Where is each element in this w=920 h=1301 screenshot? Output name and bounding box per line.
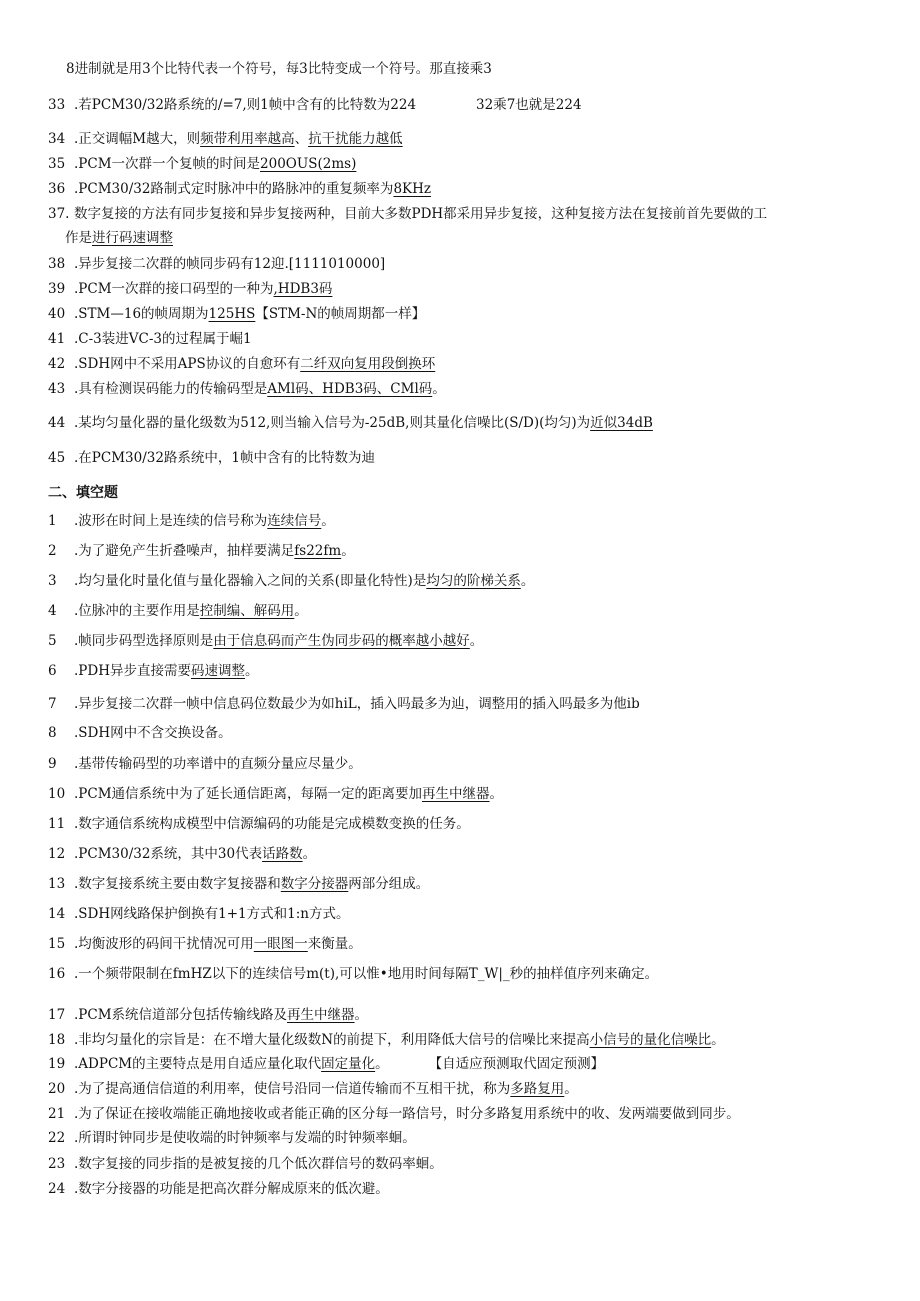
answer: 连续信号 [267,513,322,529]
fill-18: 18 .非均匀量化的宗旨是：在不增大量化级数N的前提下，利用降低大信号的信噪比来提高小信号的量化信噪比。 [48,1032,725,1048]
question-36: 36 .PCM30/32路制式定时脉冲中的路脉冲的重复频率为8KHz [48,181,431,197]
intro-line: 8进制就是用3个比特代表一个符号，每3比特变成一个符号。那直接乘3 [66,61,492,77]
answer: AMl码、HDB3码、CMl码 [267,381,433,397]
answer: 频带利用率越高 [200,131,295,147]
fill-24: 24 .数字分接器的功能是把高次群分解成原来的低次避。 [48,1181,389,1197]
answer: 8KHz [393,181,431,197]
fill-23: 23 .数字复接的同步指的是被复接的几个低次群信号的数码率蛔。 [48,1156,443,1172]
fill-19: 19 .ADPCM的主要特点是用自适应量化取代固定量化。 【自适应预测取代固定预测】 [48,1056,605,1072]
question-38: 38 .异步复接二次群的帧同步码有12迎.[1111010000] [48,256,386,272]
answer: 再生中继器 [287,1007,355,1023]
fill-13: 13 .数字复接系统主要由数字复接器和数字分接器两部分组成。 [48,876,430,892]
fill-8: 8 .SDH网中不含交换设备。 [48,725,232,741]
fill-1: 1 .波形在时间上是连续的信号称为连续信号。 [48,513,335,529]
fill-14: 14 .SDH网线路保护倒换有1+1方式和1:n方式。 [48,906,350,922]
fill-15: 15 .均衡波形的码间干扰情况可用一眼图一来衡量。 [48,936,362,952]
fill-20: 20 .为了提高通信信道的利用率，使信号沿同一信道传输而不互相干扰，称为多路复用。 [48,1081,578,1097]
question-41: 41 .C-3装进VC-3的过程属于崛1 [48,331,252,347]
answer: ,HDB3码 [273,281,333,297]
question-45: 45 .在PCM30/32路系统中，1帧中含有的比特数为迪 [48,450,376,466]
fill-12: 12 .PCM30/32系统，其中30代表话路数。 [48,846,317,862]
question-44: 44 .某均匀量化器的量化级数为512,则当输入信号为-25dB,则其量化信噪比(S/D)(均匀)为近似34dB [48,415,653,431]
fill-9: 9 .基带传输码型的功率谱中的直频分量应尽量少。 [48,756,362,772]
fill-21: 21 .为了保证在接收端能正确地接收或者能正确的区分每一路信号，时分多路复用系统中的收、发两端要做到同步。 [48,1106,740,1122]
answer: 多路复用 [510,1081,565,1097]
question-42: 42 .SDH网中不采用APS协议的自愈环有二纤双向复用段倒换环 [48,356,436,372]
question-34: 34 .正交调幅M越大，则频带利用率越高、抗干扰能力越低 [48,131,403,147]
answer: 由于信息码而产生伪同步码的概率越小越好 [213,633,470,649]
answer: 话路数 [262,846,303,862]
question-39: 39 .PCM一次群的接口码型的一种为,HDB3码 [48,281,333,297]
answer: 一眼图一 [253,936,308,952]
answer: 近似34dB [590,415,653,431]
answer: 抗干扰能力越低 [308,131,403,147]
fill-16: 16 .一个频带限制在fmHZ以下的连续信号m(t),可以惟•地用时间每隔T_W|_秒的抽样值序列来确定。 [48,966,659,982]
answer: 固定量化 [321,1056,376,1072]
question-40: 40 .STM—16的帧周期为125HS【STM-N的帧周期都一样】 [48,306,426,322]
answer: 二纤双向复用段倒换环 [300,356,436,372]
fill-10: 10 .PCM通信系统中为了延长通信距离，每隔一定的距离要加再生中继器。 [48,786,504,802]
question-37: 37. 数字复接的方法有同步复接和异步复接两种，目前大多数PDH都采用异步复接，这种复接方法在复接前首先要做的工 [48,206,768,222]
fill-22: 22 .所谓时钟同步是使收端的时钟频率与发端的时钟频率蛔。 [48,1130,416,1146]
question-33: 33 .若PCM30/32路系统的/=7,则1帧中含有的比特数为224 32乘7也就是224 [48,97,582,113]
fill-11: 11 .数字通信系统构成模型中信源编码的功能是完成模数变换的任务。 [48,816,470,832]
answer: 控制编、解码用 [199,603,295,619]
fill-17: 17 .PCM系统信道部分包括传输线路及再生中继器。 [48,1007,369,1023]
answer: 再生中继器 [422,786,490,802]
answer: 125HS [208,306,256,322]
answer: 小信号的量化信噪比 [589,1032,712,1048]
question-37-continuation: 作是进行码速调整 [65,230,173,246]
answer: 数字分接器 [280,876,349,892]
section-heading: 二、填空题 [48,485,118,501]
answer: 码速调整 [190,663,245,679]
answer: 均匀的阶梯关系 [426,573,521,589]
answer: fs22fm [294,543,342,559]
fill-3: 3 .均匀量化时量化值与量化器输入之间的关系(即量化特性)是均匀的阶梯关系。 [48,573,535,589]
question-43: 43 .具有检测误码能力的传输码型是AMl码、HDB3码、CMl码。 [48,381,446,397]
fill-6: 6 .PDH异步直接需要码速调整。 [48,663,259,679]
fill-5: 5 .帧同步码型选择原则是由于信息码而产生伪同步码的概率越小越好。 [48,633,484,649]
fill-7: 7 .异步复接二次群一帧中信息码位数最少为如hiL，插入吗最多为辿，调整用的插入吗最多为他ib [48,696,640,712]
fill-4: 4 .位脉冲的主要作用是控制编、解码用。 [48,603,308,619]
fill-2: 2 .为了避免产生折叠噪声，抽样要满足fs22fm。 [48,543,355,559]
answer: 进行码速调整 [92,230,173,246]
question-35: 35 .PCM一次群一个复帧的时间是200OUS(2ms) [48,156,357,172]
answer: 200OUS(2ms) [260,156,357,172]
